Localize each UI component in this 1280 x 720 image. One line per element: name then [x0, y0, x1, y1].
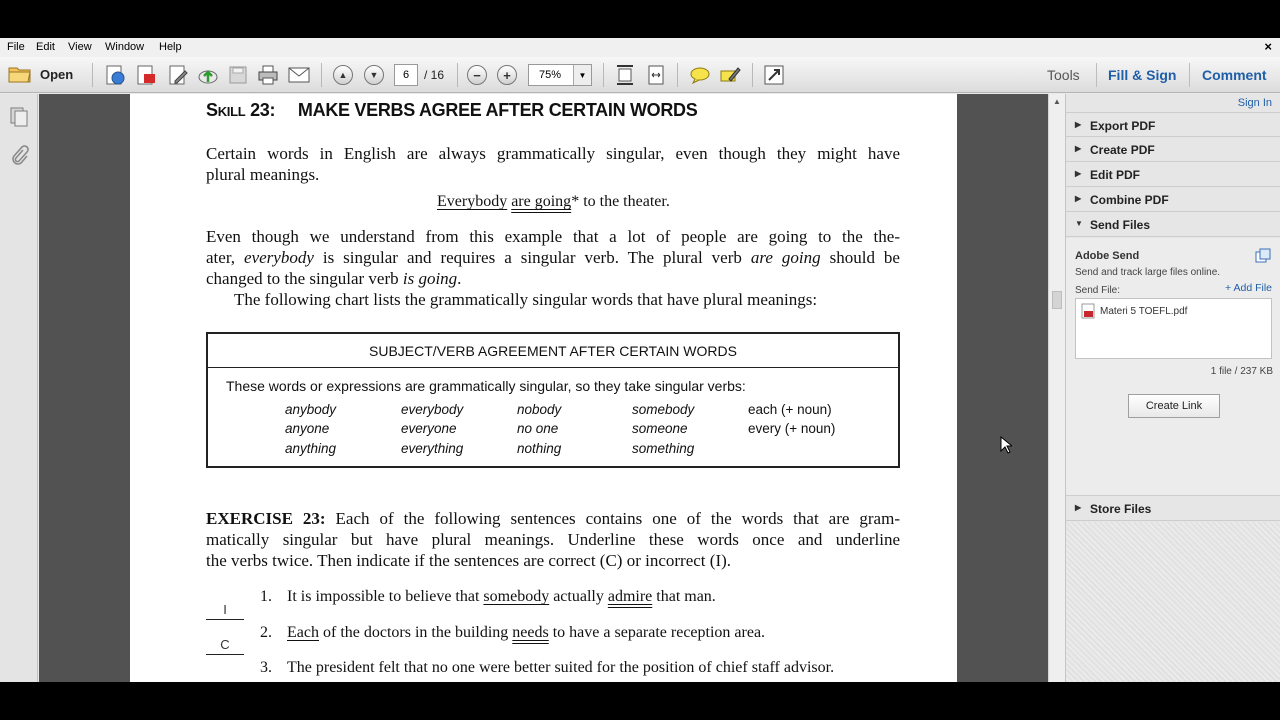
zoom-select[interactable] [528, 64, 592, 86]
menu-file[interactable]: File [7, 41, 25, 53]
next-page-button[interactable] [362, 63, 386, 87]
folder-icon [8, 64, 32, 84]
chevron-down-icon: ▼ [573, 65, 591, 85]
section-combine-pdf[interactable]: ▶ Combine PDF [1066, 187, 1280, 212]
file-list [1075, 298, 1272, 359]
toolbar [0, 57, 1280, 93]
menu-edit[interactable]: Edit [36, 41, 55, 53]
navigation-pane [0, 94, 38, 682]
paragraph-1-line-2: plural meanings. [206, 165, 320, 184]
chart-word: no one [517, 421, 559, 436]
section-edit-pdf[interactable]: ▶ Edit PDF [1066, 162, 1280, 187]
chart-word: somebody [632, 402, 695, 417]
tab-fill-sign[interactable]: Fill & Sign [1108, 67, 1177, 83]
zoom-in-button[interactable] [495, 63, 519, 87]
zoom-out-button[interactable] [465, 63, 489, 87]
heading-number: 23: [250, 100, 276, 120]
section-export-pdf[interactable]: ▶ Export PDF [1066, 112, 1280, 137]
chevron-right-icon: ▶ [1075, 120, 1082, 129]
example-sentence [437, 191, 670, 212]
item-3-number: 3. [260, 659, 272, 676]
page-thumbnails-icon[interactable] [9, 106, 29, 133]
chart-word: nothing [517, 441, 562, 456]
fit-width-icon[interactable] [644, 63, 668, 87]
sign-in-link[interactable]: Sign In [1237, 97, 1272, 109]
right-tools-panel [1065, 94, 1280, 682]
chevron-right-icon: ▶ [1075, 169, 1082, 178]
email-icon[interactable] [287, 63, 311, 87]
acrobat-window [0, 38, 1280, 682]
arrow-down-icon: ▼ [364, 65, 384, 85]
chevron-right-icon: ▶ [1075, 144, 1082, 153]
chevron-right-icon: ▶ [1075, 194, 1082, 203]
add-file-link[interactable]: + Add File [1225, 282, 1272, 294]
agreement-chart [206, 332, 900, 468]
item-1-number: 1. [260, 588, 272, 605]
chart-subtitle: These words or expressions are grammatically singular, so they take singular verbs: [226, 378, 746, 394]
plus-icon: + [497, 65, 517, 85]
attachment-icon[interactable] [9, 144, 29, 171]
paragraph-1-line-1: Certain words in English are always grammatically singular, even though they might have [206, 144, 900, 163]
heading-prefix: Skill [206, 100, 246, 120]
pdf-file-icon [1081, 303, 1095, 319]
page-number-input[interactable]: 6 [394, 64, 418, 86]
send-info-icon[interactable] [1255, 248, 1271, 269]
chart-word: something [632, 441, 695, 456]
print-icon[interactable] [256, 63, 280, 87]
arrow-up-icon: ▲ [333, 65, 353, 85]
example-verb: are going [511, 193, 572, 210]
chevron-right-icon: ▶ [1075, 503, 1082, 512]
paragraph-2-line-3: changed to the singular verb is going. [206, 269, 462, 288]
section-store-files[interactable]: ▶ Store Files [1066, 496, 1280, 521]
chart-word: everyone [401, 421, 457, 436]
chevron-down-icon: ▼ [1075, 219, 1083, 228]
menu-view[interactable]: View [68, 41, 92, 53]
close-document-icon[interactable]: × [1264, 39, 1272, 54]
paragraph-2-line-1: Even though we understand from this example that a lot of people are going to the the- [206, 227, 900, 246]
chart-word: each (+ noun) [748, 402, 832, 417]
item-2-number: 2. [260, 624, 272, 641]
upload-cloud-icon[interactable] [196, 63, 220, 87]
mouse-cursor-icon [1000, 436, 1012, 459]
chart-title: SUBJECT/VERB AGREEMENT AFTER CERTAIN WORDS [208, 334, 898, 368]
chart-word: every (+ noun) [748, 421, 836, 436]
item-3-text: The president felt that no one were better suited for the position of chief staff advisor. [287, 659, 835, 676]
create-pdf-icon[interactable] [103, 63, 127, 87]
answer-1: I [206, 602, 244, 620]
menu-help[interactable]: Help [159, 41, 182, 53]
open-button[interactable] [8, 64, 73, 84]
document-area [39, 94, 1048, 682]
edit-pdf-icon[interactable] [166, 63, 190, 87]
tab-tools[interactable]: Tools [1047, 67, 1080, 83]
chart-word: everything [401, 441, 464, 456]
highlight-pen-icon[interactable] [718, 63, 742, 87]
example-subject: Everybody [437, 193, 508, 210]
vertical-scrollbar[interactable] [1048, 94, 1065, 682]
chart-word: everybody [401, 402, 464, 417]
scroll-up-icon[interactable]: ▲ [1053, 97, 1061, 106]
comment-bubble-icon[interactable] [688, 63, 712, 87]
adobe-send-description: Send and track large files online. [1075, 267, 1221, 278]
chart-word: nobody [517, 402, 562, 417]
minus-icon: − [467, 65, 487, 85]
chart-word: someone [632, 421, 688, 436]
zoom-value: 75% [539, 69, 562, 81]
chart-word: anybody [285, 402, 337, 417]
answer-3 [206, 672, 244, 682]
chart-word: anyone [285, 421, 330, 436]
adobe-send-title: Adobe Send [1075, 250, 1140, 262]
item-1-text: It is impossible to believe that somebody actually admire that man. [287, 588, 716, 605]
exercise-line-3: the verbs twice. Then indicate if the sentences are correct (C) or incorrect (I). [206, 551, 732, 570]
save-icon[interactable] [226, 63, 250, 87]
section-create-pdf[interactable]: ▶ Create PDF [1066, 137, 1280, 162]
pdf-file-icon[interactable] [134, 63, 158, 87]
previous-page-button[interactable] [331, 63, 355, 87]
chart-word: anything [285, 441, 337, 456]
tab-comment[interactable]: Comment [1202, 67, 1267, 83]
pdf-page [130, 94, 957, 682]
create-link-button[interactable]: Create Link [1128, 394, 1220, 418]
menu-bar [0, 38, 1280, 57]
exercise-line-1: EXERCISE 23: Each of the following sentences contains one of the words that are gram- [206, 509, 900, 528]
page-heading [206, 100, 697, 121]
file-name: Materi 5 TOEFL.pdf [1100, 305, 1188, 317]
exercise-line-2: matically singular but have plural meanings. Underline these words once and underline [206, 530, 900, 549]
heading-title: MAKE VERBS AGREE AFTER CERTAIN WORDS [297, 100, 698, 120]
panel-empty-area [1066, 522, 1280, 682]
example-rest: * to the theater. [571, 193, 670, 210]
answer-2: C [206, 637, 244, 655]
scroll-thumb[interactable] [1052, 291, 1062, 309]
full-screen-icon[interactable] [762, 63, 786, 87]
paragraph-3: The following chart lists the grammatically singular words that have plural meanings: [234, 290, 818, 309]
section-send-files[interactable]: ▼ Send Files [1066, 212, 1280, 237]
item-2-text: Each of the doctors in the building needs to have a separate reception area. [287, 624, 766, 641]
fit-page-icon[interactable] [613, 63, 637, 87]
open-label: Open [40, 66, 74, 82]
page-total: / 16 [424, 68, 445, 82]
paragraph-2-line-2: ater, everybody is singular and requires a singular verb. The plural verb are going should be [206, 248, 900, 267]
file-list-item[interactable] [1081, 303, 1187, 319]
send-files-body [1066, 238, 1280, 496]
file-summary: 1 file / 237 KB [1210, 366, 1273, 377]
send-file-label: Send File: [1075, 285, 1121, 296]
menu-window[interactable]: Window [105, 41, 145, 53]
